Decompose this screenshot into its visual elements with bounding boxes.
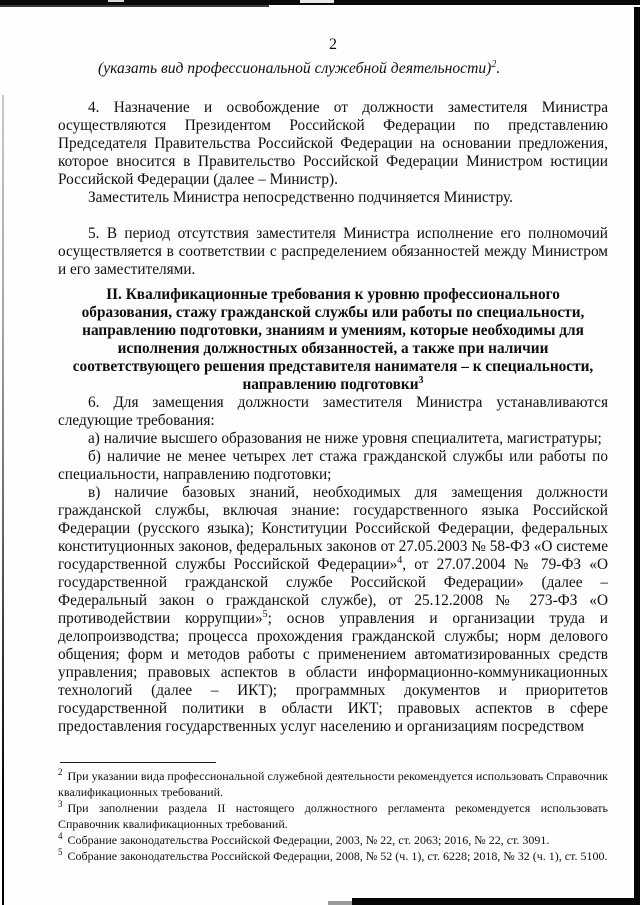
footnote-text: При заполнении раздела II настоящего должностного регламента рекомендуется использовать Справочник квалификационных требований. bbox=[58, 801, 608, 831]
caption-text: (указать вид профессиональной служебной деятельности) bbox=[98, 60, 492, 77]
paragraph-6-intro: 6. Для замещения должности заместителя Министра устанавливаются следующие требования: bbox=[58, 394, 608, 429]
inline-footnote-ref-4: 4 bbox=[397, 554, 403, 566]
inline-footnote-ref-3: 3 bbox=[418, 374, 424, 386]
scan-artifact-bottom-lead bbox=[328, 901, 354, 905]
footnote-item-2 bbox=[58, 768, 608, 800]
paragraph-4: 4. Назначение и освобождение от должности заместителя Министра осуществляются Президентом Российской Федерации по представлению Председателя Правительства Российской Федерации на основании предложения, которое вносится в Правительство Российской Федерации Министром юстиции Российской Федерации (далее – Министр). bbox=[58, 99, 608, 188]
inline-footnote-ref-2: 2 bbox=[491, 58, 497, 70]
subparagraph-6v-part3: ; основ управления и организации труда и делопроизводства; процесса прохождения гражданской службы; норм делового общения; форм и методов работы с применением автоматизированных средств управления; правовых аспектов в области информационно-коммуникационных технологий (далее – ИКТ); программных документов и приоритетов государственной политики в области ИКТ; правовых аспектов в сфере предоставления государственных услуг населению и организациям посредством bbox=[58, 610, 608, 735]
caption-line bbox=[98, 60, 608, 78]
subparagraph-6b: б) наличие не менее четырех лет стажа гражданской службы или работы по специальности, направлению подготовки; bbox=[58, 448, 608, 483]
section-2-heading bbox=[58, 286, 608, 394]
footnote-item-4 bbox=[58, 832, 608, 848]
subparagraph-6v-part2: , от 27.07.2004 № 79-ФЗ «О государственной гражданской службе Российской Федерации» (далее – Федеральный закон о гражданской службе), от 25.12.2008 № 273-ФЗ «О противодействии коррупции» bbox=[58, 556, 608, 627]
paragraph-4-subordination: Заместитель Министра непосредственно подчиняется Министру. bbox=[88, 189, 513, 206]
footnote-ref: 3 bbox=[58, 799, 63, 809]
footnote-separator bbox=[60, 762, 216, 763]
inline-footnote-ref-5: 5 bbox=[262, 608, 268, 620]
footnote-text: Собрание законодательства Российской Федерации, 2008, № 52 (ч. 1), ст. 6228; 2018, № 32 (ч. 1), ст. 5100. bbox=[67, 849, 608, 863]
footnotes-block bbox=[58, 762, 608, 864]
footnote-ref: 5 bbox=[58, 847, 63, 857]
scan-artifact-left-line bbox=[2, 95, 4, 905]
subparagraph-6v-part1: в) наличие базовых знаний, необходимых для замещения должности гражданской службы, включая знание: государственного языка Российской Федерации (русского языка); Конституции Российской Федерации, федеральных конституционных законов, федеральных законов от 27.05.2003 № 58-ФЗ «О системе государственной службы Российской Федерации» bbox=[58, 484, 608, 573]
footnote-item-5 bbox=[58, 848, 608, 864]
scan-artifact-right-band bbox=[634, 7, 640, 905]
subparagraph-6v bbox=[58, 484, 608, 736]
page-number: 2 bbox=[329, 36, 337, 53]
subparagraph-6a: а) наличие высшего образования не ниже уровня специалитета, магистратуры; bbox=[88, 430, 602, 447]
footnote-ref: 2 bbox=[58, 767, 63, 777]
footnote-ref: 4 bbox=[58, 831, 63, 841]
caption-suffix: . bbox=[496, 60, 501, 77]
footnote-text: При указании вида профессиональной служебной деятельности рекомендуется использовать Справочник квалификационных требований. bbox=[58, 769, 609, 799]
section-2-heading-text: II. Квалификационные требования к уровню профессионального образования, стажу гражданской службы или работы по специальности, направлению подготовки, знаниям и умениям, которые необходимы для исполнения должностных обязанностей, а также при наличии соответствующего решения представителя нанимателя – к специальности, направлению подготовки bbox=[72, 286, 594, 393]
document-body bbox=[58, 0, 608, 760]
footnote-text: Собрание законодательства Российской Федерации, 2003, № 22, ст. 2063; 2016, № 22, ст. 3091. bbox=[67, 833, 550, 847]
scan-artifact-bottom-band bbox=[352, 898, 640, 905]
paragraph-5: 5. В период отсутствия заместителя Министра исполнение его полномочий осуществляется в соответствии с распределением обязанностей между Министром и его заместителями. bbox=[58, 225, 608, 278]
footnote-item-3 bbox=[58, 800, 608, 832]
